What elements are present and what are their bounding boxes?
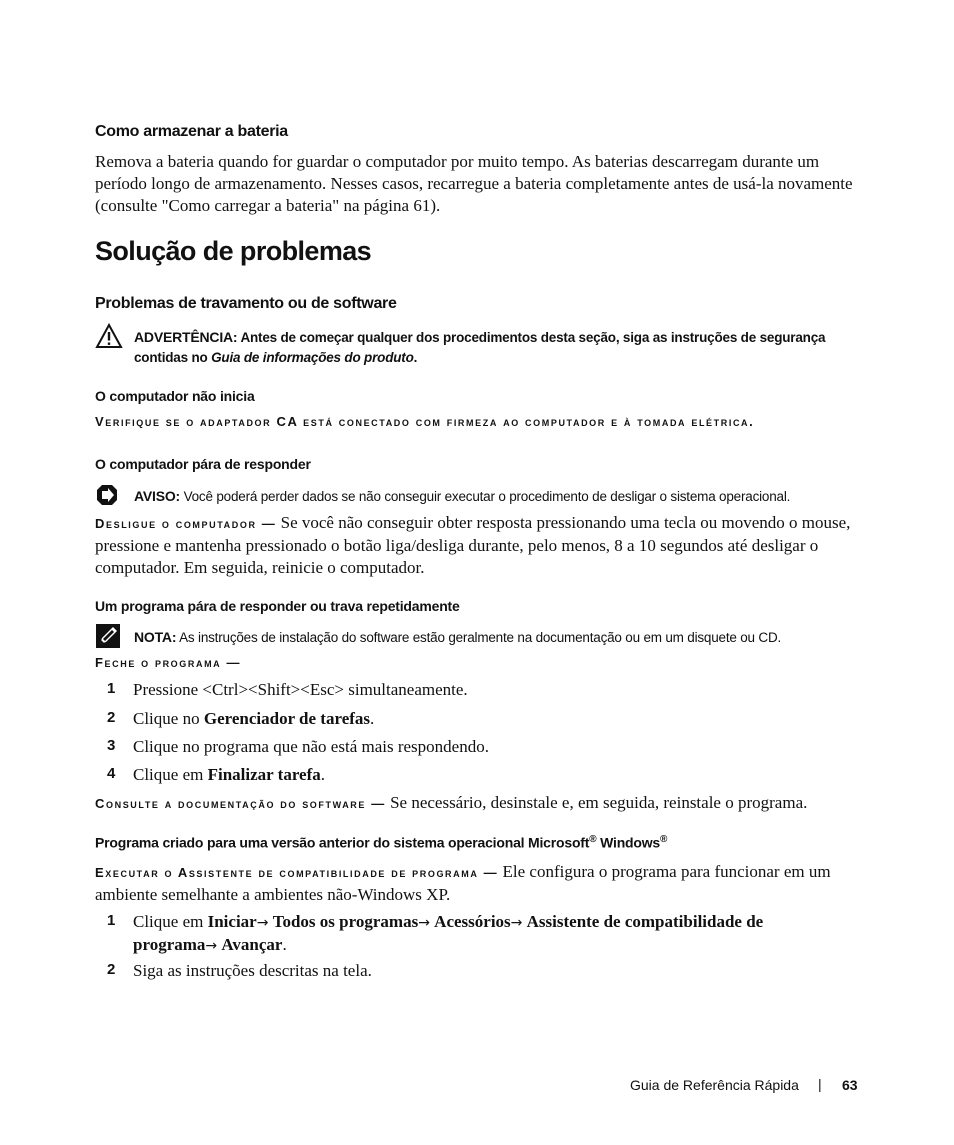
footer-separator: | (818, 1076, 822, 1092)
task-manager-ref: Gerenciador de tarefas (203, 709, 371, 728)
stops-action-label: Desligue o computador — (95, 516, 277, 531)
stops-action (95, 512, 865, 579)
compat-action-text: Ele configura o programa para funcionar em um ambiente semelhante a ambientes não-Windows XP. (95, 862, 831, 904)
arrow-icon: → (510, 915, 523, 931)
next-ref: Avançar (221, 935, 283, 954)
no-start-action: Verifique se o adaptador CA está conectado com firmeza ao computador e à tomada elétrica. (95, 414, 755, 429)
storage-paragraph: Remova a bateria quando for guardar o computador por muito tempo. As baterias descarregam durante um período longo de armazenamento. Nesses casos, recarregue a bateria completamente antes de usá-la novamente (consulte "Como carregar a bateria" na página 61). (95, 152, 853, 215)
notice-body: Você poderá perder dados se não conseguir executar o procedimento de desligar o sistema operacional. (183, 489, 791, 504)
arrow-icon: → (256, 915, 269, 931)
page-number: 63 (842, 1077, 858, 1093)
step-text-pre: Clique em (133, 765, 208, 784)
step-text (133, 764, 325, 786)
end-task-ref: Finalizar tarefa (207, 765, 321, 784)
freeze-heading: Problemas de travamento ou de software (95, 295, 397, 312)
start-ref: Iniciar (207, 912, 257, 931)
warning-end: . (413, 350, 418, 365)
all-programs-ref: Todos os programas (272, 912, 419, 931)
warning-text (134, 327, 864, 368)
step-number: 2 (107, 961, 116, 978)
warning-body: Antes de começar qualquer dos procedimentos desta seção, siga as instruções de segurança contidas no (134, 330, 826, 365)
compat-wizard-ref: Assistente de compatibilidade de programa (133, 912, 764, 954)
step-number: 4 (107, 765, 116, 782)
consult-docs (95, 792, 875, 815)
step-number: 1 (107, 680, 116, 697)
stops-action-text: Se você não conseguir obter resposta pressionando uma tecla ou movendo o mouse, pressione e mantenha pressionado o botão liga/desliga durante, pelo menos, 8 a 10 segundos até desligar o computador. Em seguida, reinicie o computador. (95, 513, 851, 577)
note-label: NOTA: (134, 629, 177, 645)
step-number: 1 (107, 912, 116, 929)
step-text: Pressione <Ctrl><Shift><Esc> simultaneamente. (133, 680, 468, 699)
storage-heading: Como armazenar a bateria (95, 123, 288, 140)
notice-icon (96, 484, 118, 506)
notice-label: AVISO: (134, 488, 180, 504)
older-heading-part-a: Programa criado para uma versão anterior do sistema operacional Microsoft (95, 834, 590, 851)
step-text: Clique no programa que não está mais respondendo. (133, 737, 489, 756)
warning-icon (95, 323, 123, 349)
step-text-post: . (320, 765, 326, 784)
step-text: Siga as instruções descritas na tela. (133, 961, 372, 980)
step-text-post: . (370, 709, 375, 728)
step-text-post: . (282, 935, 287, 954)
registered-mark: ® (660, 834, 668, 845)
compat-action-label: Executar o Assistente de compatibilidade de programa — (95, 865, 499, 880)
step-text (133, 911, 833, 957)
note-text (134, 627, 874, 648)
older-program-heading (95, 834, 667, 851)
arrow-icon: → (205, 938, 218, 954)
accessories-ref: Acessórios (434, 912, 511, 931)
warning-guide: Guia de informações do produto (211, 350, 414, 365)
notice-text (134, 486, 874, 507)
no-start-heading: O computador não inicia (95, 388, 255, 404)
older-heading-part-b: Windows (600, 834, 661, 851)
note-body: As instruções de instalação do software estão geralmente na documentação ou em um disquete ou CD. (179, 630, 782, 645)
step-text-pre: Clique em (133, 912, 208, 931)
arrow-icon: → (418, 915, 430, 931)
page-title: Solução de problemas (95, 236, 372, 266)
footer-guide-title: Guia de Referência Rápida (630, 1077, 799, 1093)
consult-docs-label: Consulte a documentação do software — (95, 796, 386, 811)
warning-label: ADVERTÊNCIA: (134, 329, 238, 345)
step-number: 2 (107, 709, 116, 726)
close-program-label: Feche o programa — (95, 655, 242, 670)
stops-heading: O computador pára de responder (95, 456, 311, 472)
consult-docs-text: Se necessário, desinstale e, em seguida, reinstale o programa. (390, 793, 808, 812)
step-number: 3 (107, 737, 116, 754)
compat-action (95, 861, 865, 906)
step-text (133, 708, 374, 730)
step-text-pre: Clique no (133, 709, 204, 728)
program-stops-heading: Um programa pára de responder ou trava repetidamente (95, 598, 460, 614)
registered-mark: ® (589, 834, 597, 845)
note-pencil-icon (96, 624, 120, 648)
